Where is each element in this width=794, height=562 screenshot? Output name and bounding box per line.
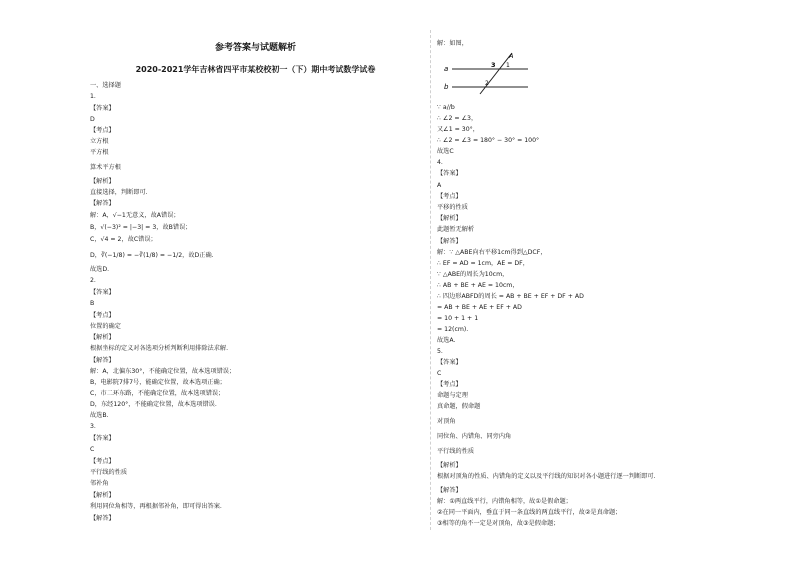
text-line: 【考点】 (90, 312, 115, 319)
text-line: 此题暂无解析 (437, 226, 475, 233)
text-line: 平方根 (90, 149, 109, 156)
text-line: 平行线的性质 (437, 448, 475, 455)
text-line: 解：①两直线平行，内错角相等，故①是假命题； (437, 498, 572, 505)
text-line: 解：∵ △ABE向右平移1cm得到△DCF， (437, 249, 547, 256)
text-line: ③相等的角不一定是对顶角，故③是假命题； (437, 520, 560, 527)
text-line: ∴ ∠2 = ∠3 = 180° − 30° = 100° (437, 137, 540, 144)
text-line: = 12(cm). (437, 326, 469, 333)
text-line: B，电影院7排7号，能确定位置，故本选项正确； (90, 379, 226, 386)
label-angle-1: 1 (506, 62, 510, 69)
text-line: D，东经120°，不能确定位置，故本选项错误. (90, 401, 217, 408)
text-line: 【解答】 (437, 487, 462, 494)
label-b: b (444, 83, 449, 91)
text-line: 故选D. (90, 266, 110, 273)
text-line: 故选A. (437, 337, 456, 344)
text-line: ∵ a//b (437, 104, 455, 111)
text-line: 【答案】 (90, 105, 115, 112)
parallel-lines-figure (440, 50, 530, 95)
text-line: 算术平方根 (90, 164, 121, 171)
text-line: 【解答】 (90, 200, 115, 207)
text-line: 【解答】 (90, 515, 115, 522)
text-line: 【解析】 (90, 178, 115, 185)
document-title: 参考答案与试题解析 (214, 43, 296, 53)
text-line: A (437, 182, 442, 189)
text-line: 【解析】 (437, 462, 462, 469)
text-line: = 10 + 1 + 1 (437, 315, 479, 322)
text-line: B (90, 300, 95, 307)
text-line: 平移的性质 (437, 204, 468, 211)
text-line: ∵ △ABE的周长为10cm， (437, 271, 509, 278)
text-line: 【答案】 (437, 170, 462, 177)
text-line: D，∛(−1/8) = −∛(1/8) = −1/2，故D正确. (90, 252, 214, 259)
exam-title: 2020-2021学年吉林省四平市某校校初一（下）期中考试数学试卷 (135, 65, 376, 74)
transversal-line (480, 53, 512, 94)
text-line: B，√(−3)² = |−3| = 3，故B错误； (90, 224, 192, 231)
text-line: 位置的确定 (90, 323, 121, 330)
text-line: 【解析】 (437, 215, 462, 222)
text-line: 5. (437, 348, 443, 355)
text-line: 命题与定理 (437, 392, 468, 399)
text-line: 【考点】 (90, 458, 115, 465)
label-a: a (444, 65, 449, 73)
text-line: ∴ EF = AD = 1cm，AE = DF， (437, 260, 529, 267)
text-line: ②在同一平面内，垂直于同一条直线的两直线平行，故②是真命题； (437, 509, 622, 516)
text-line: 又∠1 = 30°， (437, 126, 479, 133)
text-line: 解：A，√−1无意义，故A错误； (90, 212, 180, 219)
text-line: 根据对顶角的性质、内错角的定义以及平行线的知识对各小题进行逐一判断即可. (437, 473, 656, 480)
text-line: C (437, 370, 442, 377)
text-line: C (90, 446, 95, 453)
text-line: 直接选择，判断即可. (90, 189, 148, 196)
text-line: 【答案】 (437, 359, 462, 366)
text-line: 解：如图， (437, 40, 468, 47)
text-line: 3. (90, 423, 96, 430)
text-line: 【解析】 (90, 492, 115, 499)
text-line: C，市二环东路，不能确定位置，故本选项错误； (90, 390, 225, 397)
text-line: ∴ AB + BE + AE = 10cm， (437, 282, 519, 289)
text-line: ∴ 四边形ABFD的周长 = AB + BE + EF + DF + AD (437, 293, 584, 300)
text-line: 平行线的性质 (90, 469, 128, 476)
text-line: 立方根 (90, 138, 109, 145)
text-line: 【解析】 (90, 334, 115, 341)
text-line: 【考点】 (437, 381, 462, 388)
text-line: 利用同位角相等，再根据邻补角，即可得出答案. (90, 503, 222, 510)
text-line: 【答案】 (90, 435, 115, 442)
text-line: = AB + BE + AE + EF + AD (437, 304, 522, 311)
text-line: 一、选择题 (90, 82, 121, 89)
text-line: 故选B. (90, 412, 109, 419)
label-angle-3: 3 (491, 61, 496, 69)
text-line: D (90, 116, 95, 123)
label-point-a: A (509, 52, 514, 60)
text-line: 对顶角 (437, 418, 456, 425)
text-line: 根据坐标的定义对各选项分析判断利用排除法求解. (90, 345, 229, 352)
text-line: 邻补角 (90, 480, 109, 487)
text-line: 解：A，北偏东30°，不能确定位置，故本选项错误； (90, 368, 236, 375)
text-line: 1. (90, 93, 96, 100)
text-line: 4. (437, 159, 443, 166)
text-line: ∴ ∠2 = ∠3， (437, 115, 478, 122)
label-angle-2: 2 (485, 80, 489, 87)
text-line: 【解答】 (90, 357, 115, 364)
text-line: 真命题，假命题 (437, 403, 481, 410)
text-line: 同位角、内错角、同旁内角 (437, 433, 512, 440)
text-line: C，√4 = 2，故C错误； (90, 236, 157, 243)
text-line: 2. (90, 277, 96, 284)
text-line: 【考点】 (90, 127, 115, 134)
text-line: 【答案】 (90, 289, 115, 296)
text-line: 【考点】 (437, 193, 462, 200)
column-divider (430, 30, 431, 530)
text-line: 故选C (437, 148, 454, 155)
text-line: 【解答】 (437, 238, 462, 245)
